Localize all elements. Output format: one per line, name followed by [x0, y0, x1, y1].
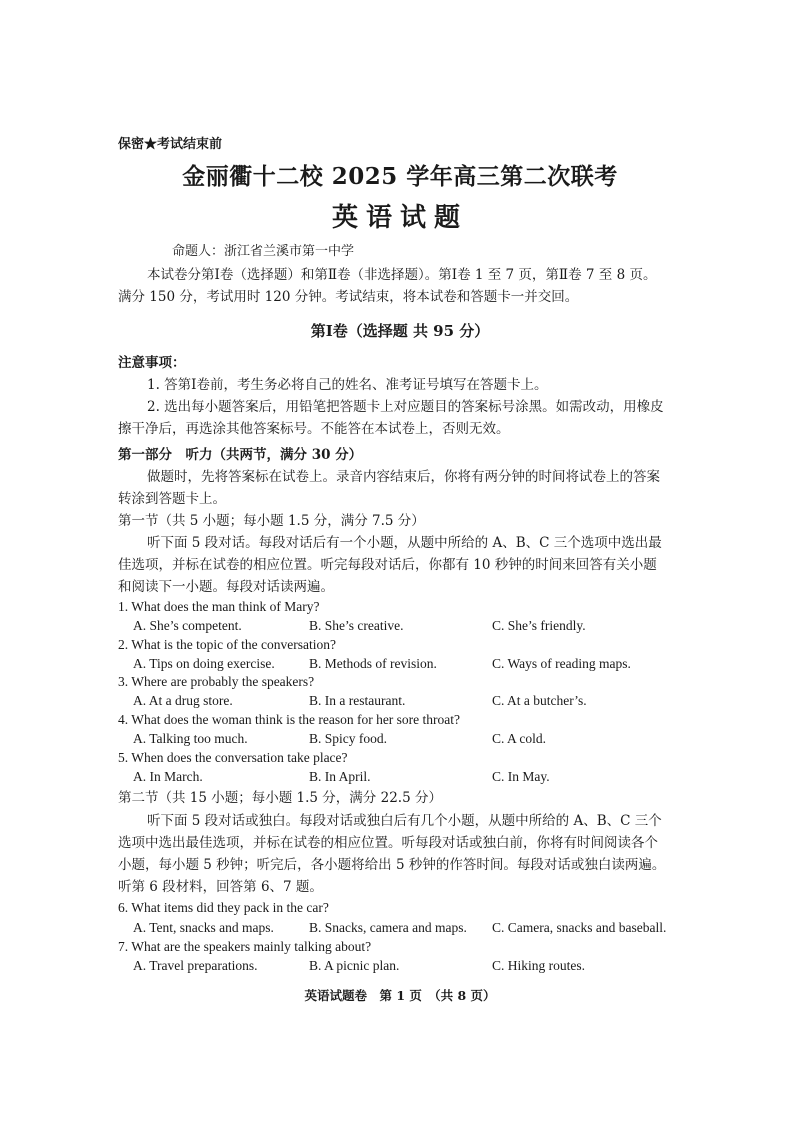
question-2-option-c: C. Ways of reading maps. [492, 656, 631, 671]
question-3-stem: 3. Where are probably the speakers? [118, 674, 315, 689]
notes-heading: 注意事项： [118, 355, 186, 371]
question-6-option-b: B. Snacks, camera and maps. [309, 920, 467, 935]
question-7-option-a: A. Travel preparations. [133, 958, 258, 973]
section-1-heading: 第一节（共 5 小题；每小题 1.5 分，满分 7.5 分） [118, 513, 425, 529]
page-footer: 英语试题卷 第 1 页 （共 8 页） [304, 988, 496, 1003]
section-1-instruction-3: 和阅读下一小题。每段对话读两遍。 [118, 579, 334, 595]
question-2-option-a: A. Tips on doing exercise. [133, 656, 275, 671]
confidential-label: 保密★考试结束前 [118, 137, 223, 152]
question-4-option-c: C. A cold. [492, 731, 547, 746]
question-5-stem: 5. When does the conversation take place? [118, 750, 348, 765]
question-1-option-b: B. She’s creative. [309, 618, 404, 633]
setter-line: 命题人：浙江省兰溪市第一中学 [172, 244, 355, 259]
question-3-option-b: B. In a restaurant. [309, 693, 406, 708]
section-2-instruction-3: 小题，每小题 5 秒钟；听完后，各小题将给出 5 秒钟的作答时间。每段对话或独白读两遍。 [118, 857, 666, 873]
listening-instruction-2: 转涂到答题卡上。 [118, 491, 226, 507]
section-1-instruction-1: 听下面 5 段对话。每段对话后有一个小题，从题中所给的 A、B、C 三个选项中选出最 [147, 535, 662, 551]
question-7-stem: 7. What are the speakers mainly talking about? [118, 939, 372, 954]
note-1: 1. 答第Ⅰ卷前，考生务必将自己的姓名、准考证号填写在答题卡上。 [147, 377, 548, 393]
question-5-option-a: A. In March. [133, 769, 203, 784]
question-2-stem: 2. What is the topic of the conversation? [118, 637, 336, 652]
intro-line-2: 满分 150 分，考试用时 120 分钟。考试结束，将本试卷和答题卡一并交回。 [118, 289, 579, 305]
question-1-option-c: C. She’s friendly. [492, 618, 586, 633]
question-6-option-a: A. Tent, snacks and maps. [133, 920, 274, 935]
question-6-stem: 6. What items did they pack in the car? [118, 900, 329, 915]
part-one-title: 第Ⅰ卷（选择题 共 95 分） [310, 322, 490, 340]
question-5-option-c: C. In May. [492, 769, 550, 784]
question-3-option-a: A. At a drug store. [133, 693, 233, 708]
section-2-instruction-2: 选项中选出最佳选项，并标在试卷的相应位置。听每段对话或独白前，你将有时间阅读各个 [118, 835, 658, 851]
question-1-stem: 1. What does the man think of Mary? [118, 599, 320, 614]
section-2-instruction-4: 听第 6 段材料，回答第 6、7 题。 [118, 879, 323, 895]
listening-heading: 第一部分 听力（共两节，满分 30 分） [118, 447, 363, 463]
question-4-option-b: B. Spicy food. [309, 731, 388, 746]
question-4-stem: 4. What does the woman think is the reason for her sore throat? [118, 712, 461, 727]
question-5-option-b: B. In April. [309, 769, 371, 784]
section-1-instruction-2: 佳选项，并标在试卷的相应位置。听完每段对话后，你都有 10 秒钟的时间来回答有关小题 [118, 557, 657, 573]
exam-title: 金丽衢十二校 2025 学年高三第二次联考 [182, 163, 618, 190]
question-6-option-c: C. Camera, snacks and baseball. [492, 920, 667, 935]
subject-title: 英语试题 [331, 203, 468, 233]
question-7-option-b: B. A picnic plan. [309, 958, 400, 973]
listening-instruction-1: 做题时，先将答案标在试卷上。录音内容结束后，你将有两分钟的时间将试卷上的答案 [147, 469, 660, 485]
section-2-heading: 第二节（共 15 小题；每小题 1.5 分，满分 22.5 分） [118, 790, 442, 806]
question-2-option-b: B. Methods of revision. [309, 656, 437, 671]
question-7-option-c: C. Hiking routes. [492, 958, 585, 973]
note-2-line-1: 2. 选出每小题答案后，用铅笔把答题卡上对应题目的答案标号涂黑。如需改动，用橡皮 [147, 399, 664, 415]
section-2-instruction-1: 听下面 5 段对话或独白。每段对话或独白后有几个小题，从题中所给的 A、B、C 三个 [147, 813, 662, 829]
note-2-line-2: 擦干净后，再选涂其他答案标号。不能答在本试卷上，否则无效。 [118, 421, 510, 437]
question-4-option-a: A. Talking too much. [133, 731, 248, 746]
question-1-option-a: A. She’s competent. [133, 618, 242, 633]
intro-line-1: 本试卷分第Ⅰ卷（选择题）和第Ⅱ卷（非选择题）。第Ⅰ卷 1 至 7 页，第Ⅱ卷 7 至 8 页。 [147, 267, 657, 283]
question-3-option-c: C. At a butcher’s. [492, 693, 587, 708]
